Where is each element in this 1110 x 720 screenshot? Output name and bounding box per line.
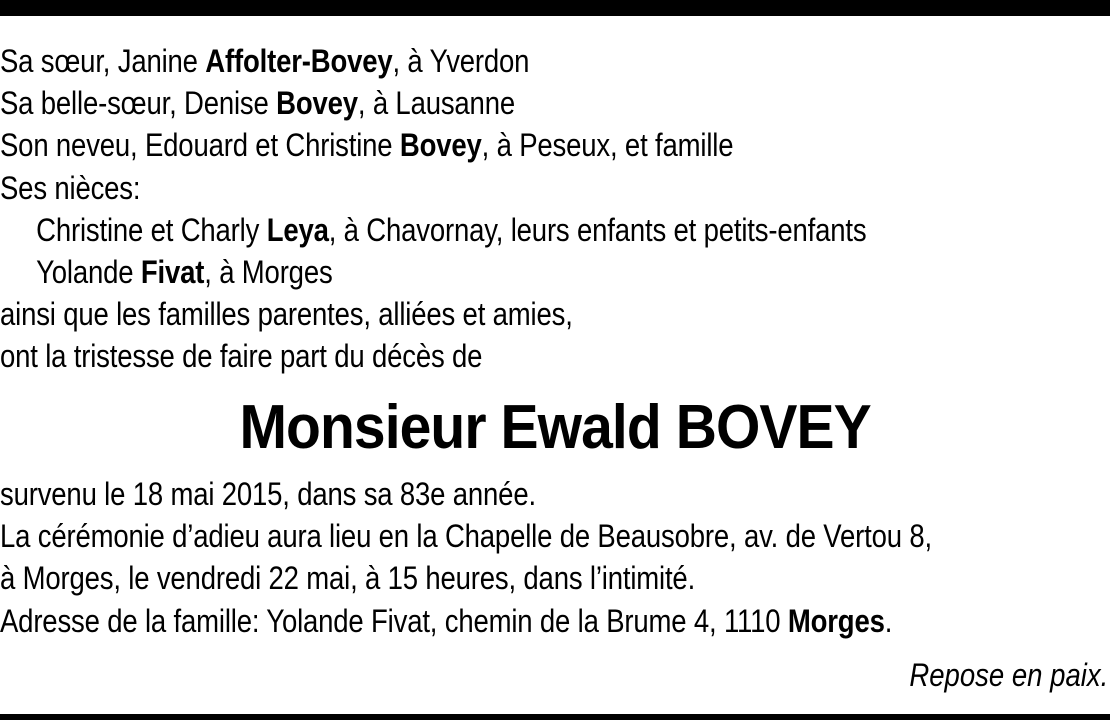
- family-line-nephew: [0, 124, 955, 166]
- line-text: Sa belle-sœur, Denise: [0, 85, 277, 122]
- line-text: .: [884, 602, 893, 639]
- line-text: Adresse de la famille: Yolande Fivat, chemin de la Brume 4, 1110: [0, 602, 788, 639]
- line-text: Christine et Charly: [36, 211, 267, 248]
- family-surname: Bovey: [276, 85, 358, 122]
- family-line-sister: [0, 40, 955, 82]
- line-text: Sa sœur, Janine: [0, 43, 206, 79]
- line-text: Yolande: [36, 253, 141, 290]
- line-text: Son neveu, Edouard et Christine: [0, 127, 400, 164]
- family-surname: Bovey: [399, 127, 482, 164]
- top-border: [0, 0, 1110, 16]
- family-address-line: [0, 600, 955, 642]
- family-line-sister-in-law: [0, 82, 955, 124]
- family-list: [0, 40, 1110, 378]
- ceremony-details: [0, 473, 1110, 642]
- family-surname: Leya: [266, 211, 329, 248]
- family-surname: Fivat: [140, 253, 205, 290]
- ceremony-time-line: à Morges, le vendredi 22 mai, à 15 heures, dans l’intimité.: [0, 560, 696, 597]
- line-text: , à Chavornay, leurs enfants et petits-enfants: [328, 211, 867, 248]
- line-text: , à Peseux, et famille: [481, 127, 734, 164]
- line-text: , à Lausanne: [357, 85, 515, 122]
- family-line-nieces-heading: Ses nièces:: [0, 169, 141, 206]
- family-surname: Affolter-Bovey: [205, 43, 393, 79]
- bottom-border: [0, 714, 1110, 720]
- line-text: , à Morges: [204, 253, 333, 290]
- family-line-niece-1: [0, 209, 955, 251]
- ceremony-location-line: La cérémonie d’adieu aura lieu en la Chapelle de Beausobre, av. de Vertou 8,: [0, 518, 932, 555]
- family-line-niece-2: [0, 251, 955, 293]
- date-of-death-line: survenu le 18 mai 2015, dans sa 83e année.: [0, 476, 536, 512]
- deceased-name: Monsieur Ewald BOVEY: [239, 393, 871, 462]
- deceased-name-heading: [0, 393, 1110, 463]
- line-text: , à Yverdon: [392, 43, 530, 79]
- closing-phrase: Repose en paix.: [909, 657, 1108, 693]
- announcement-line: ont la tristesse de faire part du décès de: [0, 338, 483, 375]
- family-line-relatives: ainsi que les familles parentes, alliées et amies,: [0, 296, 573, 333]
- address-town: Morges: [787, 602, 885, 639]
